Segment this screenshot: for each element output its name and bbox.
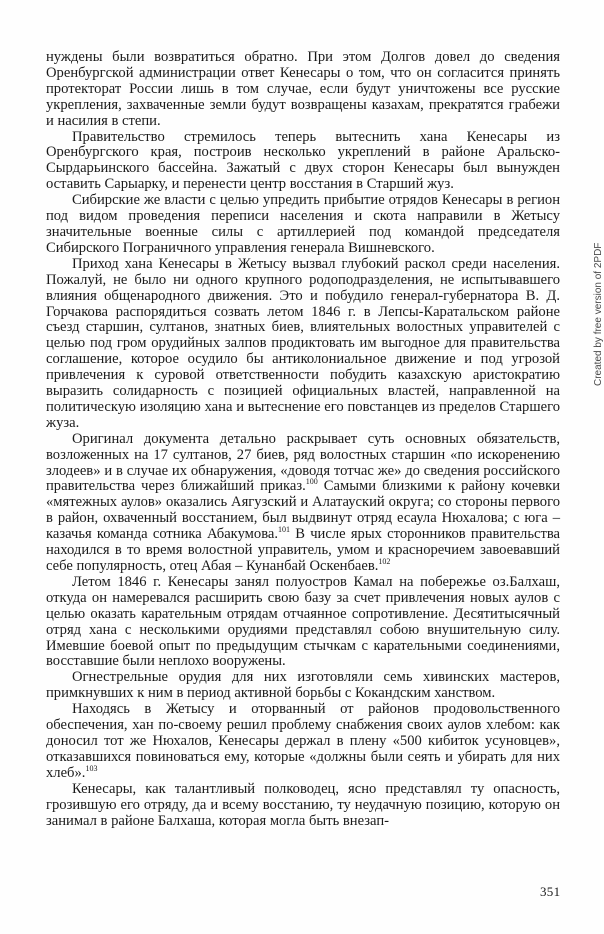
paragraph bbox=[46, 130, 560, 194]
paragraph-text: В числе ярых сторонников правительства находился в то время волостной управитель, умом и красноречием завоевавший себе популярность, отец Абая – Кунанбай Оскенбаев. bbox=[46, 526, 561, 574]
paragraph-text: Сибирские же власти с целью упредить прибытие отрядов Кенесары в регион под видом проведения переписи населения и скота направили в Жетысу значительные военные силы с артиллерией под командой председателя Сибирского Пограничного управления генерала Вишневского. bbox=[46, 192, 560, 256]
paragraph bbox=[46, 575, 560, 670]
paragraph-text: Летом 1846 г. Кенесары занял полуостров Камал на побережье оз.Балхаш, откуда он намеревался расширить свою базу за счет привлечения новых аулов с целью оказать карательным отрядам отчаянное сопротивление. Десятитысячный отряд хана с несколькими орудиями представлял собою внушительную силу. Имевшие боевой опыт по предыдущим стычкам с карательными соединениями, восставшие были неплохо вооружены. bbox=[46, 573, 560, 670]
paragraph-text: Самыми близкими к району кочевки «мятежных аулов» оказались Аягузский и Алатауский округа; со стороны первого в район, охваченный восстанием, был выдвинут отряд есаула Нюхалова; с юга – казачья команда сотника Абакумова. bbox=[46, 478, 561, 543]
footnote-ref[interactable]: 103 bbox=[85, 763, 98, 773]
paragraph bbox=[46, 670, 560, 702]
paragraph-text: Приход хана Кенесары в Жетысу вызвал глубокий раскол среди населения. Пожалуй, не было ни одного крупного родоподразделения, не испытывавшего влияния общенародного движения. Это и побудило генерал-губернатора В. Д. Горчакова распорядиться созвать летом 1846 г. в Лепсы-Каратальском районе съезд старшин, султанов, знатных биев, влиятельных волостных управителей с целью под гром орудийных залпов продиктовать им выгодное для правительства соглашение, которое осудило бы антиколониальное движение и под угрозой привлечения к суровой ответственности побудить казахскую аристократию выразить солидарность с позицией официальных властей, направленной на политическую изоляцию хана и вытеснение его повстанцев из пределов Старшего жуза. bbox=[46, 255, 560, 431]
paragraph bbox=[46, 193, 560, 257]
paragraph bbox=[46, 782, 560, 830]
paragraph-text: Огнестрельные орудия для них изготовляли семь хивинских мастеров, примкнувших к ним в период активной борьбы с Кокандским ханством. bbox=[46, 669, 560, 702]
paragraph-text: Кенесары, как талантливый полководец, ясно представлял ту опасность, грозившую его отряду, да и всему восстанию, ту неудачную позицию, которую он занимал в районе Балхаша, которая могла быть внезап- bbox=[46, 780, 560, 829]
paragraph-text: Находясь в Жетысу и оторванный от районов продовольственного обеспечения, хан по-своему решил проблему снабжения своих аулов хлебом: как доносил тот же Нюхалов, Кенесары держал в плену «500 кибиток усуновцев», отказавшихся повиноваться ему, которые «должны были сеять и убирать для них хлеб». bbox=[46, 701, 560, 781]
footnote-ref[interactable]: 101 bbox=[278, 525, 291, 535]
footnote-ref[interactable]: 102 bbox=[378, 557, 391, 567]
paragraph bbox=[46, 702, 560, 782]
paragraph-text: нуждены были возвратиться обратно. При этом Долгов довел до сведения Оренбургской администрации ответ Кенесары о том, что он согласится принять протекторат России лишь в том случае, если будут уничтожены все русские укрепления, захваченные земли будут возвращены казахам, прекратятся грабежи и насилия в степи. bbox=[46, 49, 560, 129]
paragraph bbox=[46, 432, 560, 575]
paragraph-text: Правительство стремилось теперь вытеснить хана Кенесары из Оренбургского края, построив несколько укреплений в районе Аральско-Сырдарьинского бассейна. Зажатый с двух сторон Кенесары был вынужден оставить Сарыарку, и перенести центр восстания в Старший жуз. bbox=[46, 128, 560, 193]
body-text bbox=[46, 50, 560, 829]
paragraph-text: Оригинал документа детально раскрывает суть основных обязательств, возложенных на 17 султанов, 27 биев, ряд волостных старшин «по искоренению злодеев» и в случае их обнаружения, «доводя тотчас же» до сведения российского правительства через ближайший приказ. bbox=[46, 430, 560, 495]
watermark bbox=[583, 178, 604, 386]
page-number: 351 bbox=[540, 884, 561, 899]
footnote-ref[interactable]: 100 bbox=[305, 477, 318, 487]
paragraph bbox=[46, 257, 560, 432]
paragraph bbox=[46, 50, 560, 130]
watermark-text: Created by free version of 2PDF bbox=[593, 242, 604, 386]
